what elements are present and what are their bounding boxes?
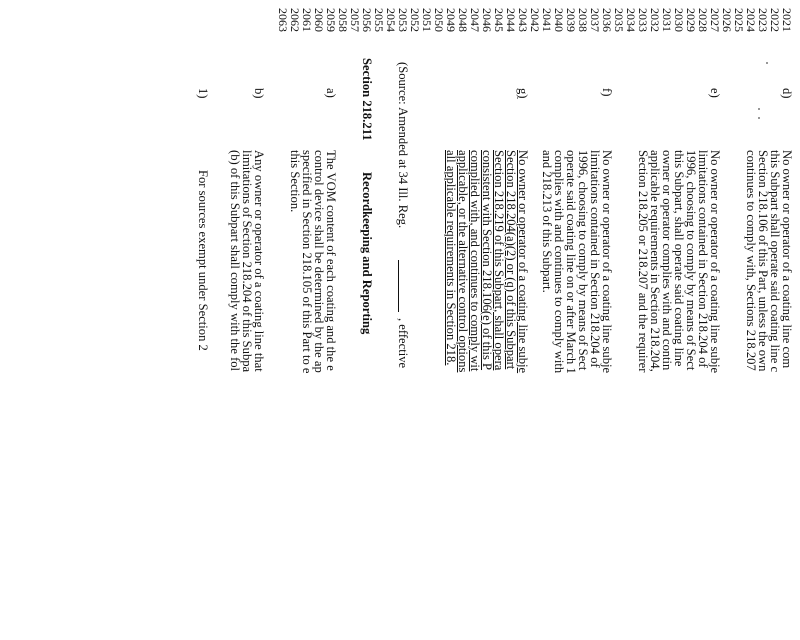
line-number: 2033 (636, 8, 650, 32)
paragraph-a-line: The VOM content of each coating and the e (324, 150, 338, 371)
paragraph-g-line: Section 218.219 of this Subpart, shall opera (492, 150, 506, 371)
line-number: 2062 (288, 8, 302, 32)
line-number: 2039 (564, 8, 578, 32)
paragraph-g-line: consistent with Section 218.106(e) of this P (480, 150, 494, 371)
line-number: 2032 (648, 8, 662, 32)
paragraph-e-line: applicable requirements in Section 218.204, (648, 150, 662, 372)
line-number: 2051 (420, 8, 434, 32)
line-number: 2063 (276, 8, 290, 32)
line-number: 2037 (588, 8, 602, 32)
line-number: 2024 (744, 8, 758, 32)
line-number: 2054 (384, 8, 398, 32)
line-number: 2042 (528, 8, 542, 32)
paragraph-f-marker: f) (600, 88, 614, 97)
paragraph-f-line: complies with and continues to comply with (552, 150, 566, 374)
paragraph-a-line: specified in Section 218.105 of this Part to e (300, 150, 314, 374)
paragraph-b-line: Any owner or operator of a coating line that (252, 150, 266, 372)
paragraph-b-line: (b) of this Subpart shall comply with the fol (228, 150, 242, 372)
line-number: 2053 (396, 8, 410, 32)
line-number: 2055 (372, 8, 386, 32)
section-title: Recordkeeping and Reporting (360, 172, 374, 335)
paragraph-f-line: No owner or operator of a coating line subje (600, 150, 614, 374)
line-number: 2034 (624, 8, 638, 32)
line-number: 2031 (660, 8, 674, 32)
line-number: 2043 (516, 8, 530, 32)
paragraph-d-line: Section 218.106 of this Part, unless the own (756, 150, 770, 372)
line-number: 2050 (432, 8, 446, 32)
line-number: 2040 (552, 8, 566, 32)
paragraph-d-line: continues to comply with, Sections 218.207 (744, 150, 758, 371)
line-number: 2061 (300, 8, 314, 32)
paragraph-b-line: limitations of Section 218.204 of this Subpa (240, 150, 254, 373)
section-number: Section 218.211 (360, 58, 374, 141)
line-number: 2049 (444, 8, 458, 32)
line-number: 2035 (612, 8, 626, 32)
paragraph-e-line: owner or operator complies with and contin (660, 150, 674, 371)
paragraph-e-line: this Subpart, shall operate said coating line (672, 150, 686, 367)
paragraph-d-line: No owner or operator of a coating line com (780, 150, 794, 369)
scan-speck (758, 108, 760, 110)
line-number: 2048 (456, 8, 470, 32)
paragraph-f-line: operate said coating line on or after March 1 (564, 150, 578, 374)
line-number: 2028 (696, 8, 710, 32)
paragraph-g-marker: g) (516, 88, 530, 99)
line-number: 2029 (684, 8, 698, 32)
paragraph-g-line: Section 218.204(a)(2) or (q) of this Subpart (504, 150, 518, 370)
source-note-suffix: , effective (396, 318, 410, 369)
line-number: 2025 (732, 8, 746, 32)
paragraph-a-marker: a) (324, 88, 338, 98)
line-number: 2046 (480, 8, 494, 32)
paragraph-f-line: 1996, choosing to comply by means of Sect (576, 150, 590, 371)
paragraph-a-line: control device shall be determined by the ap (312, 150, 326, 373)
paragraph-b-marker: b) (252, 88, 266, 99)
line-number: 2036 (600, 8, 614, 32)
line-number: 2056 (360, 8, 374, 32)
paragraph-e-line: Section 218.205 or 218.207 and the requirer (636, 150, 650, 373)
line-number: 2030 (672, 8, 686, 32)
line-number: 2023 (756, 8, 770, 32)
item-1-text: For sources exempt under Section 2 (196, 170, 210, 351)
paragraph-e-line: No owner or operator of a coating line subje (708, 150, 722, 374)
paragraph-e-line: 1996, choosing to comply by means of Sect (684, 150, 698, 371)
line-number: 2059 (324, 8, 338, 32)
scan-speck (766, 62, 768, 64)
line-number: 2047 (468, 8, 482, 32)
line-number: 2060 (312, 8, 326, 32)
paragraph-f-line: and 218.213 of this Subpart. (540, 150, 554, 293)
line-number: 2045 (492, 8, 506, 32)
paragraph-g-line: applicable, or the alternative control options (456, 150, 470, 373)
paragraph-g-line: No owner or operator of a coating line subje (516, 150, 530, 374)
paragraph-d-marker: d) (780, 88, 794, 99)
line-number: 2038 (576, 8, 590, 32)
line-number: 2058 (336, 8, 350, 32)
scan-speck (758, 117, 760, 119)
line-number: 2057 (348, 8, 362, 32)
line-number: 2052 (408, 8, 422, 32)
line-number: 2027 (708, 8, 722, 32)
line-number: 2041 (540, 8, 554, 32)
paragraph-f-line: limitations contained in Section 218.204 of (588, 150, 602, 368)
item-1-marker: 1) (196, 88, 210, 99)
paragraph-e-marker: e) (708, 88, 722, 98)
paragraph-e-line: limitations contained in Section 218.204 of (696, 150, 710, 368)
paragraph-a-line: this Section. (288, 150, 302, 213)
line-number: 2022 (768, 8, 782, 32)
paragraph-d-line: this Subpart shall operate said coating line c (768, 150, 782, 373)
line-number: 2021 (780, 8, 794, 32)
line-number: 2026 (720, 8, 734, 32)
paragraph-g-line: all applicable requirements in Section 218. (444, 150, 458, 366)
source-note-prefix: (Source: Amended at 34 Ill. Reg. (396, 62, 410, 229)
line-number: 2044 (504, 8, 518, 32)
source-note-blank (395, 260, 408, 312)
paragraph-g-line: complied with, and continues to comply wit (468, 150, 482, 372)
